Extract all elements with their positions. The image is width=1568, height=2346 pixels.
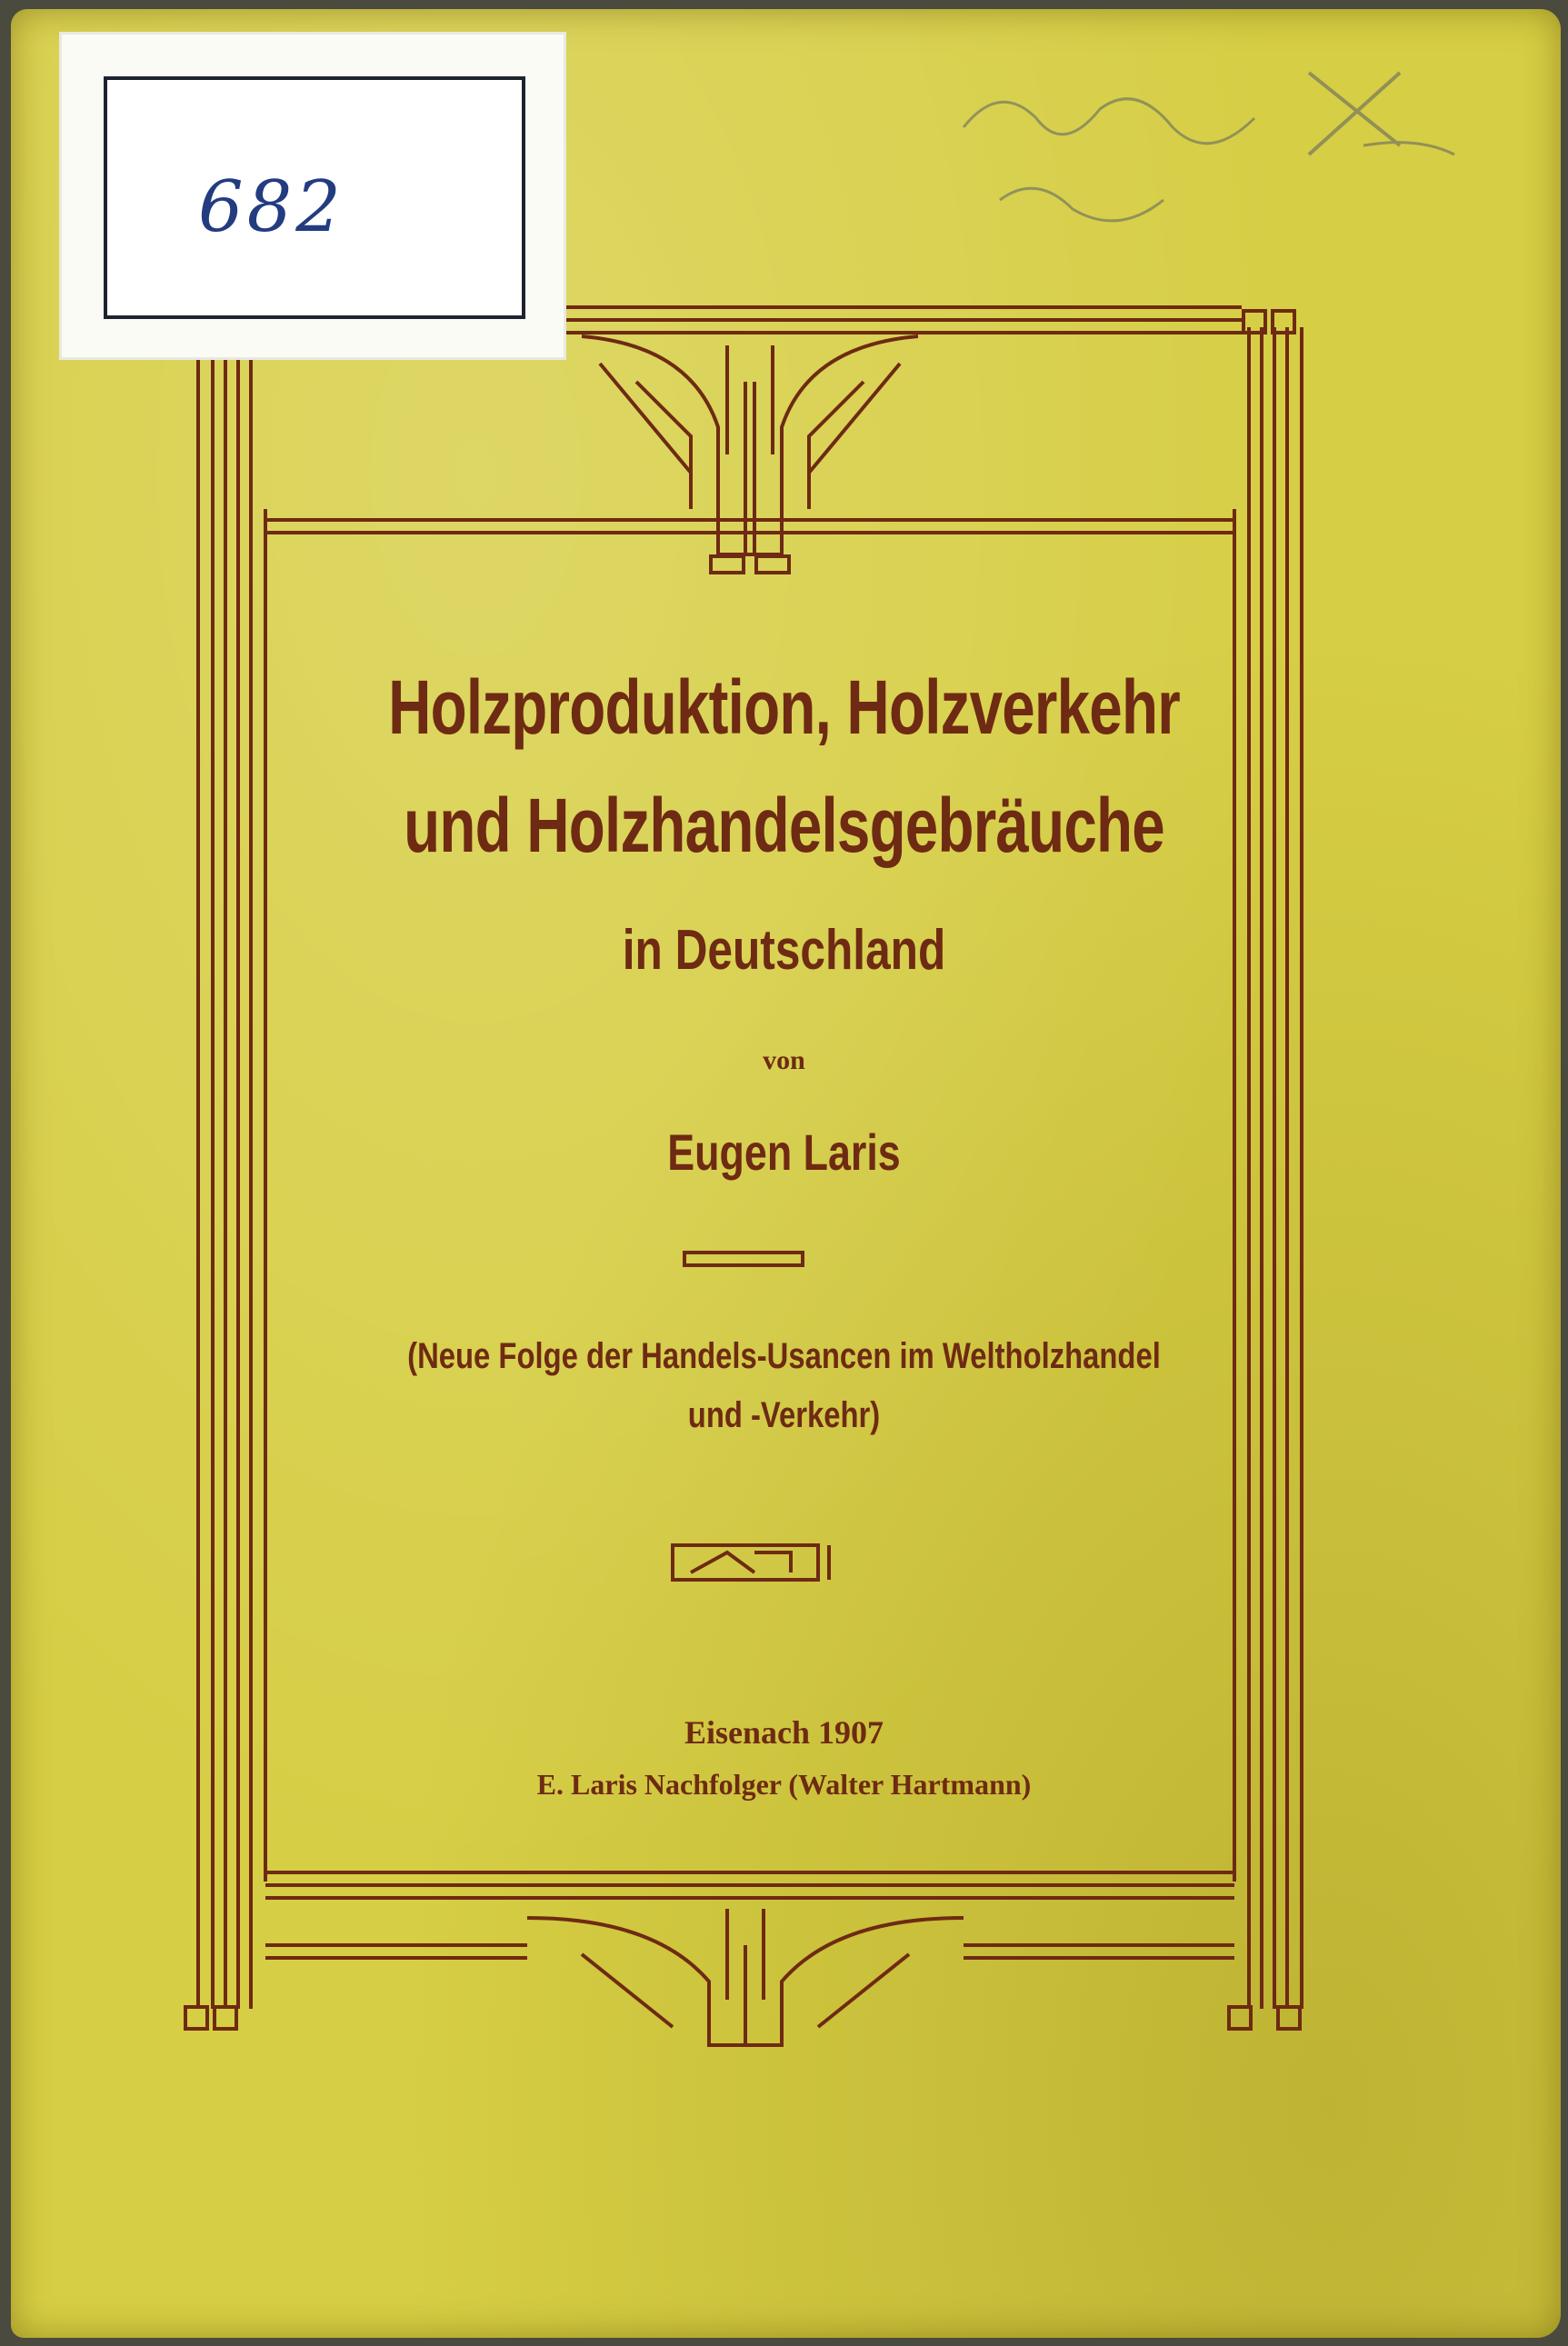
title-line-2: und Holzhandelsgebräuche <box>404 783 1164 868</box>
library-number: 682 <box>198 166 345 248</box>
series-line-1: (Neue Folge der Handels-Usancen im Weltholzhandel <box>407 1336 1161 1376</box>
series-line-2: und -Verkehr) <box>687 1395 881 1435</box>
title-line-3: in Deutschland <box>622 919 946 982</box>
author-name: Eugen Laris <box>667 1123 901 1181</box>
place-year: Eisenach 1907 <box>684 1714 884 1751</box>
publisher: E. Laris Nachfolger (Walter Hartmann) <box>536 1768 1032 1801</box>
title-line-1: Holzproduktion, Holzverkehr <box>388 664 1180 750</box>
by-word: von <box>763 1045 805 1075</box>
